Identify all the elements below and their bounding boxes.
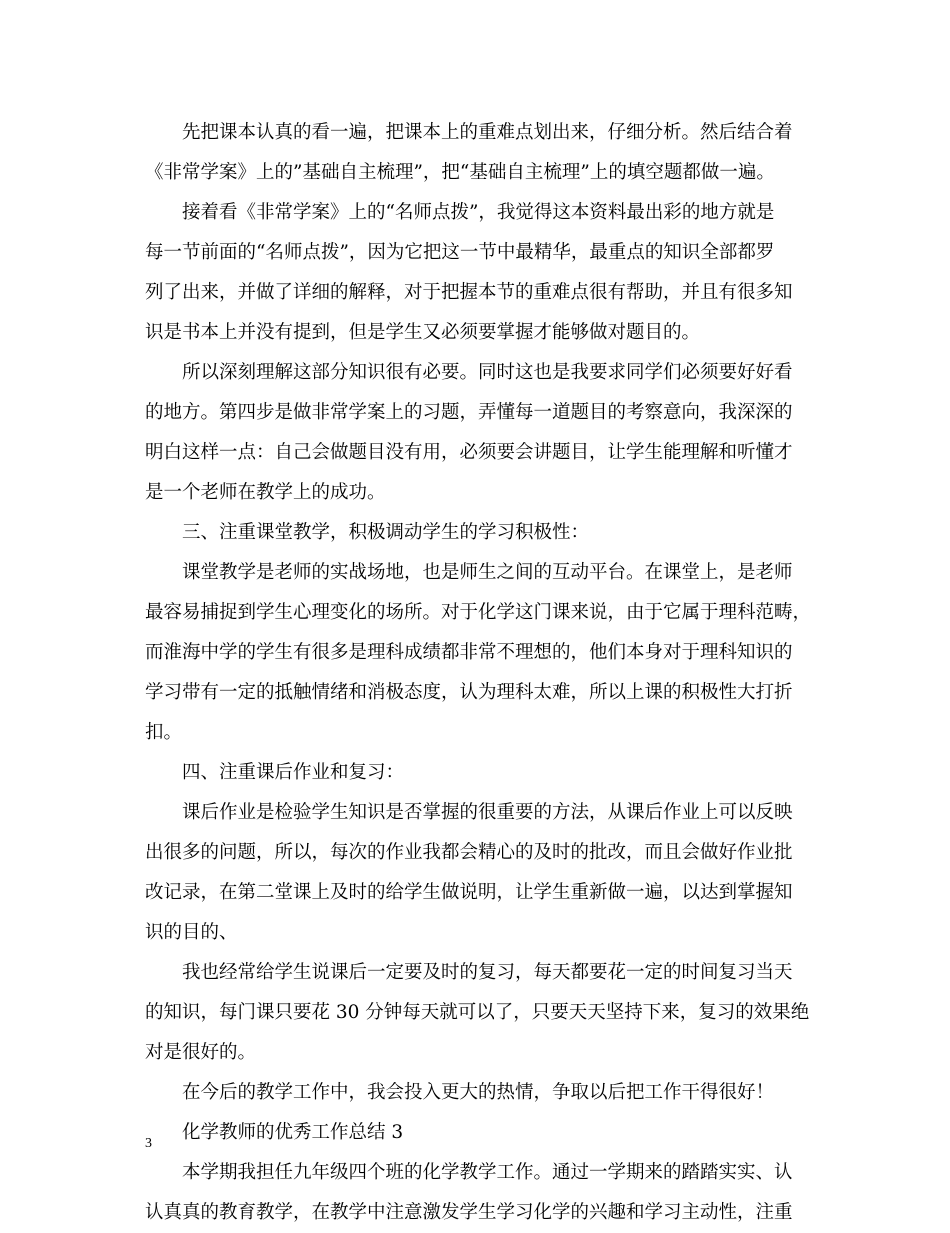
text-line: 接着看《非常学案》上的“名师点拨”，我觉得这本资料最出彩的地方就是 xyxy=(182,202,775,223)
text-line: 识的目的、 xyxy=(145,922,238,943)
page-number: 3 xyxy=(145,1136,152,1151)
body-text xyxy=(145,113,810,1233)
text-line: 扣。 xyxy=(145,722,183,743)
text-line: 化学教师的优秀工作总结 3 xyxy=(182,1122,404,1143)
text-line: 出很多的问题，所以，每次的作业我都会精心的及时的批改，而且会做好作业批 xyxy=(145,842,793,863)
text-line: 三、注重课堂教学，积极调动学生的学习积极性： xyxy=(182,522,590,543)
text-line: 是一个老师在教学上的成功。 xyxy=(145,482,386,503)
text-line: 先把课本认真的看一遍，把课本上的重难点划出来，仔细分析。然后结合着 xyxy=(182,122,793,143)
text-line: 改记录，在第二堂课上及时的给学生做说明，让学生重新做一遍，以达到掌握知 xyxy=(145,882,793,903)
text-line: 课后作业是检验学生知识是否掌握的很重要的方法，从课后作业上可以反映 xyxy=(182,802,793,823)
text-line: 最容易捕捉到学生心理变化的场所。对于化学这门课来说，由于它属于理科范畴， xyxy=(145,602,812,623)
text-line: 本学期我担任九年级四个班的化学教学工作。通过一学期来的踏踏实实、认 xyxy=(182,1162,793,1183)
text-line: 所以深刻理解这部分知识很有必要。同时这也是我要求同学们必须要好好看 xyxy=(182,362,793,383)
text-line: 《非常学案》上的”基础自主梳理”，把“基础自主梳理”上的填空题都做一遍。 xyxy=(145,162,775,183)
text-line: 每一节前面的“名师点拨”，因为它把这一节中最精华，最重点的知识全部都罗 xyxy=(145,242,775,263)
text-line: 学习带有一定的抵触情绪和消极态度，认为理科太难，所以上课的积极性大打折 xyxy=(145,682,793,703)
text-line: 识是书本上并没有提到，但是学生又必须要掌握才能够做对题目的。 xyxy=(145,322,701,343)
text-line: 四、注重课后作业和复习： xyxy=(182,762,405,783)
text-line: 我也经常给学生说课后一定要及时的复习，每天都要花一定的时间复习当天 xyxy=(182,962,793,983)
text-line: 认真真的教育教学，在教学中注意激发学生学习化学的兴趣和学习主动性，注重 xyxy=(145,1202,793,1223)
text-line: 列了出来，并做了详细的解释，对于把握本节的重难点很有帮助，并且有很多知 xyxy=(145,282,793,303)
text-line: 的地方。第四步是做非常学案上的习题，弄懂每一道题目的考察意向，我深深的 xyxy=(145,402,793,423)
text-line: 在今后的教学工作中，我会投入更大的热情，争取以后把工作干得很好！ xyxy=(182,1082,775,1103)
text-line: 而淮海中学的学生有很多是理科成绩都非常不理想的，他们本身对于理科知识的 xyxy=(145,642,793,663)
text-line: 对是很好的。 xyxy=(145,1042,257,1063)
text-line: 的知识，每门课只要花 30 分钟每天就可以了，只要天天坚持下来，复习的效果绝 xyxy=(145,1002,810,1023)
text-line: 课堂教学是老师的实战场地，也是师生之间的互动平台。在课堂上，是老师 xyxy=(182,562,793,583)
text-line: 明白这样一点：自己会做题目没有用，必须要会讲题目，让学生能理解和听懂才 xyxy=(145,442,793,463)
